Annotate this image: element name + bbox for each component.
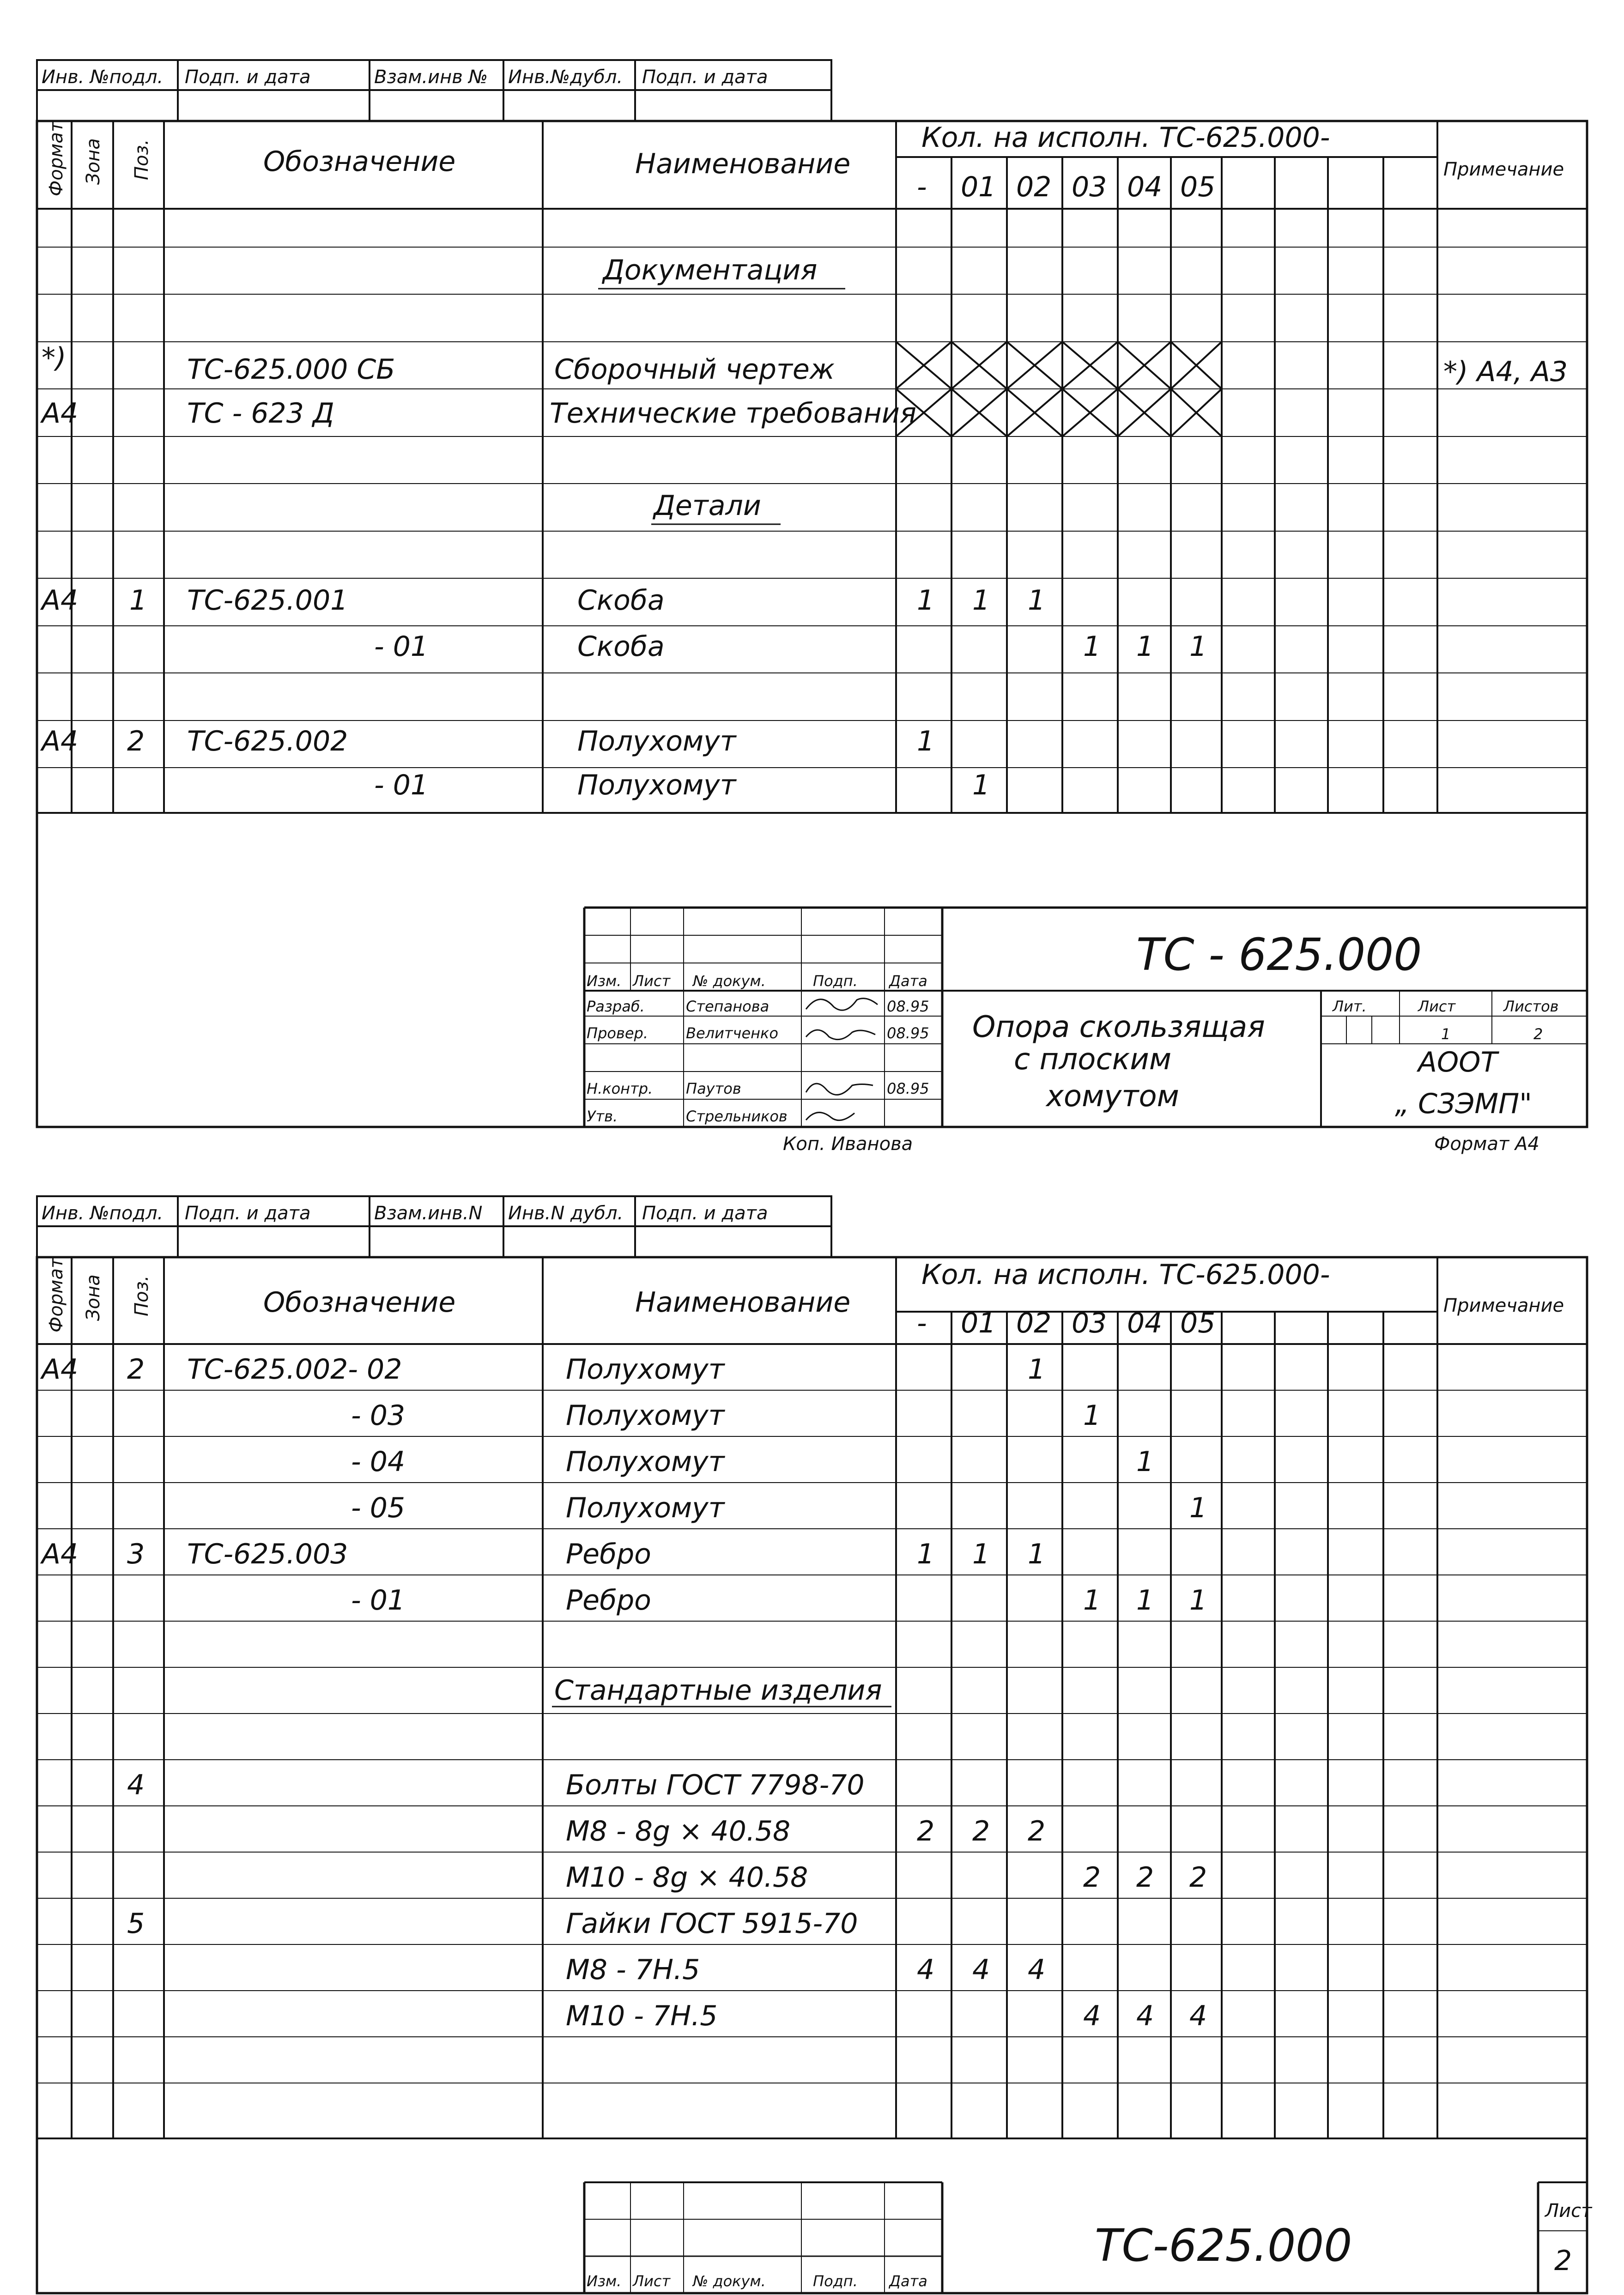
sheet1-tb-list: Лист [633,972,671,990]
sheet1-tb-utv-name: Стрельников [686,1108,788,1125]
sheet1-row1-designation: ТС-625.000 СБ [187,353,395,386]
sheet1-table-grid [37,121,1587,813]
sheet1-row2-designation: ТС - 623 Д [187,397,334,430]
sheet2-tb-ndok: № докум. [693,2272,766,2290]
sheet1-stamp-podp-data-2: Подп. и дата [642,67,768,88]
sheet1-stamp-inv-dubl: Инв.№дубл. [508,67,623,88]
sheet1-row6-q0: 1 [917,725,935,757]
sheet2-qty-col-1: 01 [961,1307,996,1339]
sheet2-row2-name: Полухомут [566,1446,725,1478]
sheet2-row0-q2: 1 [1028,1353,1046,1386]
sheet1-row6-format: А4 [42,725,79,757]
sheet2-row9-q3: 2 [1083,1861,1101,1894]
sheet2-row5-q5: 1 [1189,1584,1207,1617]
sheet2-qty-col-5: 05 [1180,1307,1216,1339]
sheet2-row8-name: М8 - 8g × 40.58 [566,1815,791,1847]
sheet2-col-pos: Поз. [131,1275,152,1316]
sheet1-qty-col-1: 01 [961,171,996,203]
sheet1-row7-designation: - 01 [374,769,429,801]
sheet-1 [37,60,1587,1155]
sheet2-row4-q2: 1 [1028,1538,1046,1570]
sheet1-row4-q1: 1 [972,584,990,617]
sheet1-qty-col-5: 05 [1180,171,1216,203]
sheet2-row4-pos: 3 [127,1538,145,1570]
sheet1-row1-format: *) [42,342,67,374]
sheet1-row4-designation: ТС-625.001 [187,584,348,617]
sheet2-row3-q5: 1 [1189,1492,1207,1524]
sheet2-stamp-inv-dubl: Инв.N дубл. [508,1203,624,1224]
sheet1-tb-ndok: № докум. [693,972,766,990]
sheet2-row8-q1: 2 [972,1815,990,1847]
sheet2-col-zone: Зона [83,1274,104,1321]
sheet1-qty-col-2: 02 [1016,171,1052,203]
sheet2-qty-col-2: 02 [1016,1307,1052,1339]
sheet1-tb-podp: Подп. [813,972,858,990]
sheet1-tb-razrab-role: Разраб. [587,998,645,1015]
sheet1-kopiroval: Коп. Иванова [783,1133,913,1155]
sheet1-tb-list-value: 1 [1441,1025,1451,1043]
sheet1-col-zone: Зона [83,138,104,185]
sheet2-row5-name: Ребро [566,1584,651,1617]
sheet1-row4-q2: 1 [1028,584,1046,617]
signature-utv [806,1113,854,1120]
sheet1-row4-format: А4 [42,584,79,617]
sheet1-row5-designation: - 01 [374,630,429,663]
sheet1-tb-list-label: Лист [1418,998,1456,1015]
sheet2-row10-name: Гайки ГОСТ 5915-70 [566,1907,858,1940]
sheet2-qty-col-0: - [917,1307,927,1339]
sheet1-doc-number: ТС - 625.000 [1136,929,1422,981]
sheet1-qty-col-4: 04 [1127,171,1163,203]
sheet2-row6-name: Стандартные изделия [554,1674,882,1707]
sheet2-stamp-inv-podl: Инв. №подл. [42,1203,164,1224]
sheet2-tb-list: Лист [633,2272,671,2290]
sheet2-tb-data: Дата [889,2272,927,2290]
sheet2-row4-q1: 1 [972,1538,990,1570]
sheet1-row4-q0: 1 [917,584,935,617]
sheet2-row12-q4: 4 [1136,2000,1154,2032]
sheet1-org-line1: АООТ [1418,1046,1498,1078]
sheet1-row5-q5: 1 [1189,630,1207,663]
sheet1-tb-prover-role: Провер. [587,1024,648,1042]
sheet2-row3-name: Полухомут [566,1492,725,1524]
sheet1-row5-q3: 1 [1083,630,1101,663]
sheet2-row5-designation: - 01 [351,1584,406,1617]
sheet2-stamp-vzam-inv: Взам.инв.N [374,1203,483,1224]
sheet1-col-qty: Кол. на исполн. ТС-625.000- [921,121,1330,154]
sheet1-title-line1: Опора скользящая [972,1010,1265,1044]
sheet2-row3-designation: - 05 [351,1492,406,1524]
sheet1-tb-prover-date: 08.95 [887,1024,929,1042]
sheet2-row0-designation: ТС-625.002- 02 [187,1353,402,1386]
sheet2-row0-pos: 2 [127,1353,145,1386]
sheet2-row5-q3: 1 [1083,1584,1101,1617]
sheet2-row8-q0: 2 [917,1815,935,1847]
sheet1-tb-nkontr-role: Н.контр. [587,1080,653,1097]
sheet1-row4-name: Скоба [577,584,665,617]
sheet1-tb-razrab-date: 08.95 [887,998,929,1015]
sheet2-row9-q4: 2 [1136,1861,1154,1894]
sheet1-format-label: Формат А4 [1434,1133,1539,1155]
sheet1-stamp-vzam-inv: Взам.инв № [374,67,488,88]
sheet1-row0-name: Документация [603,254,818,286]
sheet1-stamp-podp-data: Подп. и дата [185,67,311,88]
sheet2-col-format: Формат [46,1257,67,1332]
sheet2-col-name: Наименование [635,1286,851,1319]
sheet2-tb-podp: Подп. [813,2272,858,2290]
sheet1-tb-nkontr-name: Паутов [686,1080,741,1097]
sheet1-tb-lit: Лит. [1333,998,1367,1015]
sheet2-row7-pos: 4 [127,1769,145,1801]
sheet2-row11-name: М8 - 7Н.5 [566,1954,700,1986]
sheet1-row7-q1: 1 [972,769,990,801]
sheet1-row7-name: Полухомут [577,769,736,801]
sheet2-tb-izm: Изм. [587,2272,622,2290]
sheet2-col-qty: Кол. на исполн. ТС-625.000- [921,1259,1330,1291]
sheet2-tb-list-value: 2 [1554,2245,1572,2277]
sheet2-row9-name: М10 - 8g × 40.58 [566,1861,808,1894]
sheet-2 [37,1196,1593,2293]
sheet1-row2-name: Технические требования [550,397,916,430]
sheet1-row6-pos: 2 [127,725,145,757]
sheet2-row11-q2: 4 [1028,1954,1046,1986]
sheet1-qty-col-0: - [917,171,927,203]
sheet1-row4-pos: 1 [129,584,147,617]
sheet2-row2-q4: 1 [1136,1446,1154,1478]
sheet2-row5-q4: 1 [1136,1584,1154,1617]
sheet2-row10-pos: 5 [127,1907,145,1940]
sheet2-stamp-podp-data-2: Подп. и дата [642,1203,768,1224]
sheet1-org-line2: „ СЗЭМП" [1395,1088,1532,1120]
sheet1-col-pos: Поз. [131,139,152,180]
sheet2-row7-name: Болты ГОСТ 7798-70 [566,1769,865,1801]
sheet2-row4-format: А4 [42,1538,79,1570]
sheet1-row6-designation: ТС-625.002 [187,725,348,757]
sheet1-tb-listov-label: Листов [1503,998,1559,1015]
sheet2-row12-q5: 4 [1189,2000,1207,2032]
sheet2-row1-name: Полухомут [566,1399,725,1432]
sheet1-row3-name: Детали [654,490,761,522]
sheet2-qty-col-4: 04 [1127,1307,1163,1339]
sheet2-row4-name: Ребро [566,1538,651,1570]
sheet2-row4-q0: 1 [917,1538,935,1570]
sheet1-tb-prover-name: Велитченко [686,1024,778,1042]
sheet2-col-note: Примечание [1443,1295,1564,1316]
sheet2-row2-designation: - 04 [351,1446,406,1478]
sheet2-doc-number: ТС-625.000 [1095,2220,1352,2271]
sheet1-tb-izm: Изм. [587,972,622,990]
sheet1-col-designation: Обозначение [263,145,456,178]
sheet1-row5-q4: 1 [1136,630,1154,663]
sheet2-row4-designation: ТС-625.003 [187,1538,348,1570]
sheet1-tb-data: Дата [889,972,927,990]
sheet1-tb-nkontr-date: 08.95 [887,1080,929,1097]
sheet1-title-line2: с плоским [1014,1042,1172,1077]
sheet1-col-format: Формат [46,121,67,196]
sheet1-row6-name: Полухомут [577,725,736,757]
sheet2-stamp-podp-data: Подп. и дата [185,1203,311,1224]
sheet2-row8-q2: 2 [1028,1815,1046,1847]
sheet1-row2-format: А4 [42,397,79,430]
sheet2-row9-q5: 2 [1189,1861,1207,1894]
sheet1-qty-col-3: 03 [1072,171,1107,203]
sheet2-row1-q3: 1 [1083,1399,1101,1432]
sheet2-col-designation: Обозначение [263,1286,456,1319]
sheet1-row1-name: Сборочный чертеж [554,353,835,386]
signature-razrab [806,999,878,1011]
sheet2-row11-q0: 4 [917,1954,935,1986]
sheet1-tb-utv-role: Утв. [587,1108,618,1125]
signature-prover [806,1030,875,1040]
sheet1-col-name: Наименование [635,148,851,180]
sheet1-col-note: Примечание [1443,159,1564,180]
sheet2-row12-q3: 4 [1083,2000,1101,2032]
sheet2-row1-designation: - 03 [351,1399,406,1432]
sheet2-qty-col-3: 03 [1072,1307,1107,1339]
sheet1-tb-listov-value: 2 [1533,1025,1543,1043]
sheet1-stamp-inv-podl: Инв. №подл. [42,67,164,88]
sheet2-row12-name: М10 - 7Н.5 [566,2000,718,2032]
sheet2-row11-q1: 4 [972,1954,990,1986]
sheet1-row1-note: *) А4, А3 [1443,356,1568,388]
sheet2-row0-name: Полухомут [566,1353,725,1386]
sheet2-tb-list-label: Лист [1545,2200,1592,2222]
sheet1-row5-name: Скоба [577,630,665,663]
sheet1-tb-razrab-name: Степанова [686,998,770,1015]
sheet2-row0-format: А4 [42,1353,79,1386]
sheet1-title-line3: хомутом [1046,1079,1179,1114]
signature-nkontr [806,1084,873,1095]
